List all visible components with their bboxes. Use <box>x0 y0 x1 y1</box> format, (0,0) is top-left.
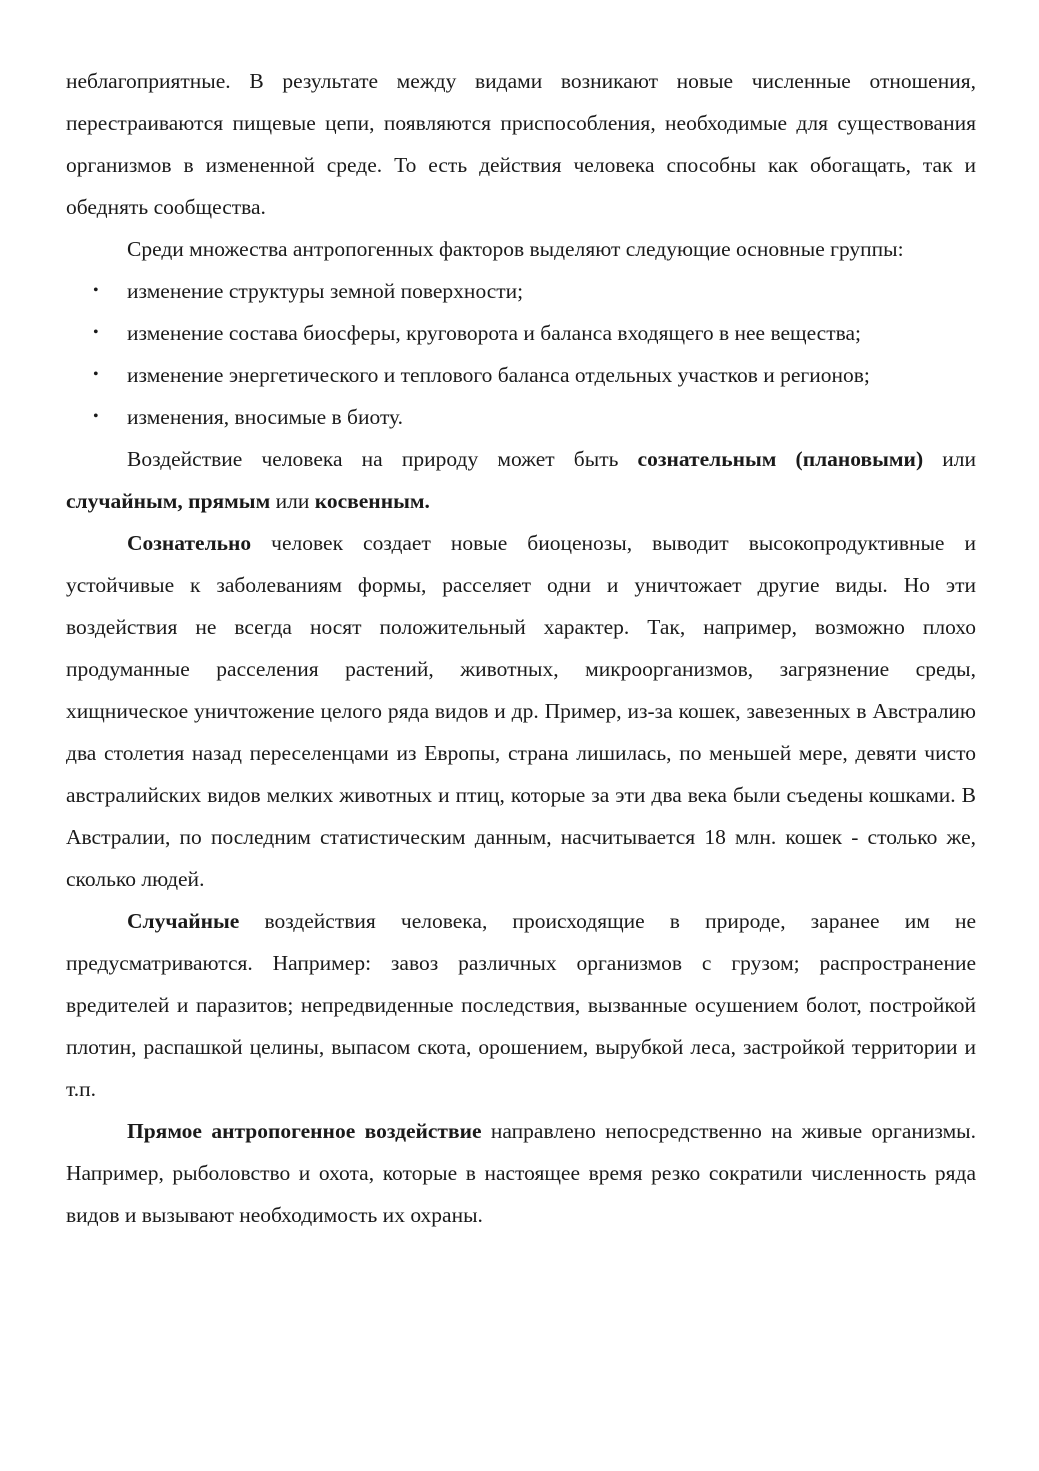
term-random: Случайные <box>127 909 240 933</box>
bullet-icon: • <box>93 408 99 425</box>
list-item-text: изменение структуры земной поверхности; <box>127 279 524 303</box>
text-run: воздействия человека, происходящие в природе, заранее им не предусматриваются. Например: завоз различных организмов с грузом; распространение вредителей и паразитов; непредвиденные последствия, вызванные осушением болот, постройкой плотин, распашкой целины, выпасом скота, орошением, вырубкой леса, застройкой территории и т.п. <box>66 909 976 1101</box>
paragraph-impact-types <box>66 438 976 522</box>
term-direct-impact: Прямое антропогенное воздействие <box>127 1119 482 1143</box>
document-page <box>66 60 976 1236</box>
text-run: направлено непосредственно на живые организмы. Например, рыболовство и охота, которые в настоящее время резко сократили численность ряда видов и вызывают необходимость их охраны. <box>66 1119 976 1227</box>
term-consciously: Сознательно <box>127 531 252 555</box>
text-run: человек создает новые биоценозы, выводит высокопродуктивные и устойчивые к заболеваниям формы, расселяет одни и уничтожает другие виды. Но эти воздействия не всегда носят положительный характер. Так, например, возможно плохо продуманные расселения растений, животных, микроорганизмов, загрязнение среды, хищническое уничтожение целого ряда видов и др. Пример, из-за кошек, завезенных в Австралию два столетия назад переселенцами из Европы, страна лишилась, по меньшей мере, девяти чисто австралийских видов мелких животных и птиц, которые за эти два века были съедены кошками. В Австралии, по последним статистическим данным, насчитывается 18 млн. кошек - столько же, сколько людей. <box>66 531 976 891</box>
term-indirect: косвенным. <box>314 489 430 513</box>
list-item-text: изменения, вносимые в биоту. <box>127 405 404 429</box>
paragraph-continuation: неблагоприятные. В результате между видами возникают новые численные отношения, перестраиваются пищевые цепи, появляются приспособления, необходимые для существования организмов в измененной среде. То есть действия человека способны как обогащать, так и обеднять сообщества. <box>66 69 976 219</box>
term-conscious: сознательным (плановыми) <box>637 447 924 471</box>
text-run: или <box>923 447 976 471</box>
factor-groups-list <box>66 270 976 438</box>
paragraph-conscious-impact <box>66 522 976 900</box>
paragraph-random-impact <box>66 900 976 1110</box>
text-run: или <box>270 489 315 513</box>
bullet-icon: • <box>93 366 99 383</box>
text-run: Воздействие человека на природу может быть <box>127 447 638 471</box>
bullet-icon: • <box>93 324 99 341</box>
list-item-text: изменение энергетического и теплового баланса отдельных участков и регионов; <box>127 363 870 387</box>
paragraph-factor-groups-intro: Среди множества антропогенных факторов выделяют следующие основные группы: <box>127 237 904 261</box>
term-random-direct: случайным, прямым <box>66 489 271 513</box>
list-item <box>66 270 976 312</box>
bullet-icon: • <box>93 282 99 299</box>
list-item <box>66 396 976 438</box>
list-item <box>66 354 976 396</box>
list-item-text: изменение состава биосферы, круговорота и баланса входящего в нее вещества; <box>127 321 861 345</box>
paragraph-direct-impact <box>66 1110 976 1236</box>
list-item <box>66 312 976 354</box>
